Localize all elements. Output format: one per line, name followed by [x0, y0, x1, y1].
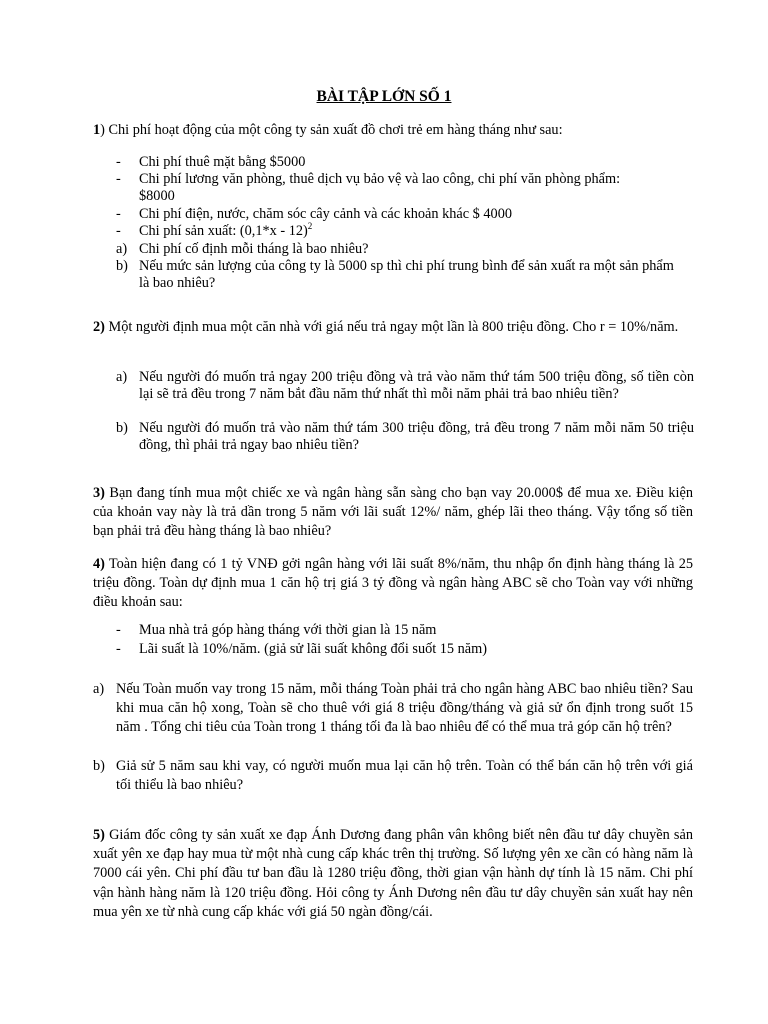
list-item-text: Nếu người đó muốn trả vào năm thứ tám 300 triệu đồng, trả đều trong 7 năm mỗi năm 50 triệu đồng, thì phải trả ngay bao nhiêu tiền?: [139, 420, 694, 453]
list-item-text: Chi phí điện, nước, chăm sóc cây cảnh và các khoản khác $ 4000: [139, 206, 513, 222]
list-marker: a): [116, 369, 128, 385]
list-item-text: Nếu mức sản lượng của công ty là 5000 sp thì chi phí trung bình để sản xuất ra một sản phẩm là bao nhiêu?: [139, 258, 674, 291]
q2-number: 2): [93, 319, 105, 335]
q4-intro-text: Toàn hiện đang có 1 tỷ VNĐ gởi ngân hàng với lãi suất 8%/năm, thu nhập ổn định hàng tháng là 25 triệu đồng. Toàn dự định mua 1 căn hộ trị giá 3 tỷ đồng và ngân hàng ABC sẽ cho Toàn vay với những điều khoản sau:: [93, 556, 693, 611]
list-marker: a): [93, 681, 105, 697]
list-item-text: Nếu Toàn muốn vay trong 15 năm, mỗi tháng Toàn phải trả cho ngân hàng ABC bao nhiêu tiền? Sau khi mua căn hộ xong, Toàn sẽ cho thuê với giá 8 triệu đồng/tháng và giả sử ổn định trong suốt 15 năm . Tổng chi tiêu của Toàn trong 1 tháng tối đa là bao nhiêu để có thể mua trả góp căn hộ trên?: [116, 681, 693, 736]
list-marker: -: [116, 622, 121, 638]
list-item-text: Giả sử 5 năm sau khi vay, có người muốn mua lại căn hộ trên. Toàn có thể bán căn hộ trên với giá tối thiểu là bao nhiêu?: [116, 758, 693, 794]
q4-number: 4): [93, 556, 105, 572]
list-marker: b): [93, 758, 105, 774]
q3-paragraph: [93, 484, 693, 542]
list-marker: -: [116, 641, 121, 657]
q1-intro-text: ) Chi phí hoạt động của một công ty sản xuất đồ chơi trẻ em hàng tháng như sau:: [100, 122, 563, 138]
q3-text: Bạn đang tính mua một chiếc xe và ngân hàng sẵn sàng cho bạn vay 20.000$ để mua xe. Điều kiện của khoản vay này là trả dần trong 5 năm với lãi suất 12%/ năm, ghép lãi theo tháng. Vậy tổng số tiền bạn phải trả đều hàng tháng là bao nhiêu?: [93, 485, 693, 540]
list-item-text: Chi phí thuê mặt bằng $5000: [139, 154, 306, 170]
list-marker: a): [116, 241, 128, 257]
q3-number: 3): [93, 485, 105, 501]
list-marker: b): [116, 420, 128, 436]
list-marker: -: [116, 206, 121, 222]
page-title: BÀI TẬP LỚN SỐ 1: [316, 88, 452, 105]
q2-intro-text: Một người định mua một căn nhà với giá nếu trả ngay một lần là 800 triệu đồng. Cho r = 10%/năm.: [104, 319, 679, 335]
q1-intro: [93, 121, 693, 140]
q2-intro: [93, 318, 693, 337]
q1-number: 1: [93, 122, 101, 138]
q5-text: Giám đốc công ty sản xuất xe đạp Ánh Dương đang phân vân không biết nên đầu tư dây chuyền sản xuất yên xe đạp hay mua từ một nhà cung cấp khác trên thị trường. Số lượng yên xe cần có hàng năm là 7000 cái yên. Chi phí đầu tư ban đầu là 1280 triệu đồng, thời gian vận hành dự tính là 15 năm. Chi phí vận hành hàng năm là 120 triệu đồng. Hỏi công ty Ánh Dương nên đầu tư dây chuyền sản xuất hay nên mua yên xe từ nhà cung cấp khác với giá 50 ngàn đồng/cái.: [93, 827, 693, 920]
list-item-text: Mua nhà trả góp hàng tháng với thời gian là 15 năm: [139, 622, 437, 638]
list-item-text: Chi phí cố định mỗi tháng là bao nhiêu?: [139, 241, 369, 257]
list-marker: b): [116, 258, 128, 274]
list-marker: -: [116, 223, 121, 239]
q5-paragraph: [93, 826, 693, 922]
formula-text: Chi phí sản xuất: (0,1*x - 12): [139, 223, 308, 239]
superscript: 2: [307, 221, 313, 232]
list-item-text: Nếu người đó muốn trả ngay 200 triệu đồng và trả vào năm thứ tám 500 triệu đồng, số tiền còn lại sẽ trả đều trong 7 năm bắt đầu năm thứ nhất thì mỗi năm phải trả bao nhiêu tiền?: [139, 369, 694, 402]
q4-intro: [93, 555, 693, 613]
list-item-text: [139, 223, 689, 240]
list-marker: -: [116, 154, 121, 170]
q5-number: 5): [93, 827, 105, 843]
list-marker: -: [116, 171, 121, 187]
list-item-text: Chi phí lương văn phòng, thuê dịch vụ bảo vệ và lao công, chi phí văn phòng phẩm: $8000: [139, 171, 621, 204]
list-item-text: Lãi suất là 10%/năm. (giả sử lãi suất không đổi suốt 15 năm): [139, 641, 488, 657]
